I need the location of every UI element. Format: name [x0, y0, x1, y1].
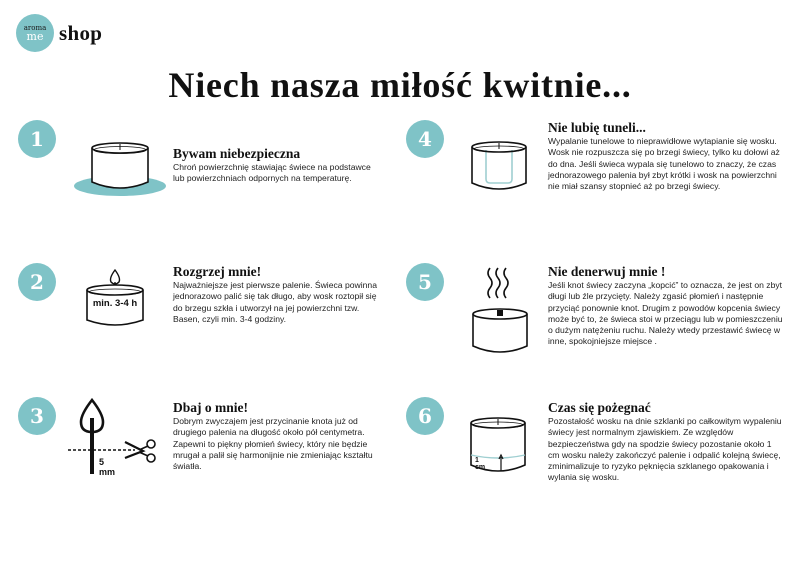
smoking-candle-icon	[470, 264, 530, 358]
step-heading: Nie lubię tuneli...	[548, 120, 646, 135]
tunneling-candle-icon	[468, 139, 530, 195]
page-title: Niech nasza miłość kwitnie...	[168, 65, 632, 105]
brand-logo[interactable]	[16, 14, 102, 52]
step-number-badge: 4	[406, 120, 444, 158]
wick-trim-scissors-icon	[65, 396, 165, 476]
step-heading: Czas się pożegnać	[548, 400, 651, 415]
step-number-badge: 3	[18, 397, 56, 435]
step-number-badge: 1	[18, 120, 56, 158]
step-body: Chroń powierzchnię stawiając świece na podstawce lub powierzchniach odpornych na temperaturę.	[173, 162, 371, 184]
step-body: Jeśli knot świecy zaczyna „kopcić” to oznacza, że jest on zbyt długi lub źle przycięty. Należy zgasić płomień i następnie przyciąć ponownie knot. Drugim z powodów kopcenia świecy może być to, że świeca stoi w przeciągu lub w pomieszczeniu o dużym natężeniu ruchu. Należy wtedy przestawić świecę w inne, spokojniejsze miejsce .	[548, 280, 783, 347]
logo-small-text: aroma	[23, 23, 47, 32]
burn-time-label: min. 3-4 h	[92, 298, 138, 309]
step-heading: Rozgrzej mnie!	[173, 264, 262, 279]
logo-shop-text: shop	[59, 20, 103, 45]
trim-length-label: 5 mm	[99, 457, 116, 477]
step-heading: Bywam niebezpieczna	[173, 146, 301, 161]
step-body: Pozostałość wosku na dnie szklanki po całkowitym wypaleniu świecy jest normalnym zjawiskiem. Ze względów bezpieczeństwa gdy na spodzie świecy pozostanie około 1 cm wosku należy zakończyć palenie i odpalić kolejną świecę, zminimalizuje to ryzyko pęknięcia szklanego opakowania i wylania się wosku.	[548, 416, 782, 483]
step-body: Wypalanie tunelowe to nieprawidłowe wytapianie się wosku. Wosk nie rozpuszcza się po brzegi świecy, tylko ku dołowi aż do dna. Jeśli świeca wypala się tunelowo to znaczy, że czas jednorazowego palenia był zbyt krótki i wosk na powierzchni nie miał szansy stopnieć aż po brzegi świecy.	[548, 136, 780, 192]
step-number-badge: 6	[406, 397, 444, 435]
step-number-badge: 2	[18, 263, 56, 301]
logo-big-text: me	[26, 29, 44, 43]
step-body: Dobrym zwyczajem jest przycinanie knota już od drugiego palenia na długość około pół centymetra. Zapewni to piękny płomień świecy, który nie będzie mrugał a palił się harmonijnie nie zmieniając kształtu światła.	[173, 416, 373, 472]
step-heading: Dbaj o mnie!	[173, 400, 248, 415]
step-body: Najważniejsze jest pierwsze palenie. Świeca powinna jednorazowo palić się tak długo, aby wosk roztopił się do brzegu szkła i utworzył na jej powierzchni tzw. Basen, czyli min. 3-4 godziny.	[173, 280, 377, 324]
candle-on-coaster-icon	[70, 138, 170, 198]
wax-depth-label: 1 cm	[475, 457, 486, 471]
step-number-badge: 5	[406, 263, 444, 301]
step-heading: Nie denerwuj mnie !	[548, 264, 666, 279]
logo-badge	[16, 14, 54, 52]
